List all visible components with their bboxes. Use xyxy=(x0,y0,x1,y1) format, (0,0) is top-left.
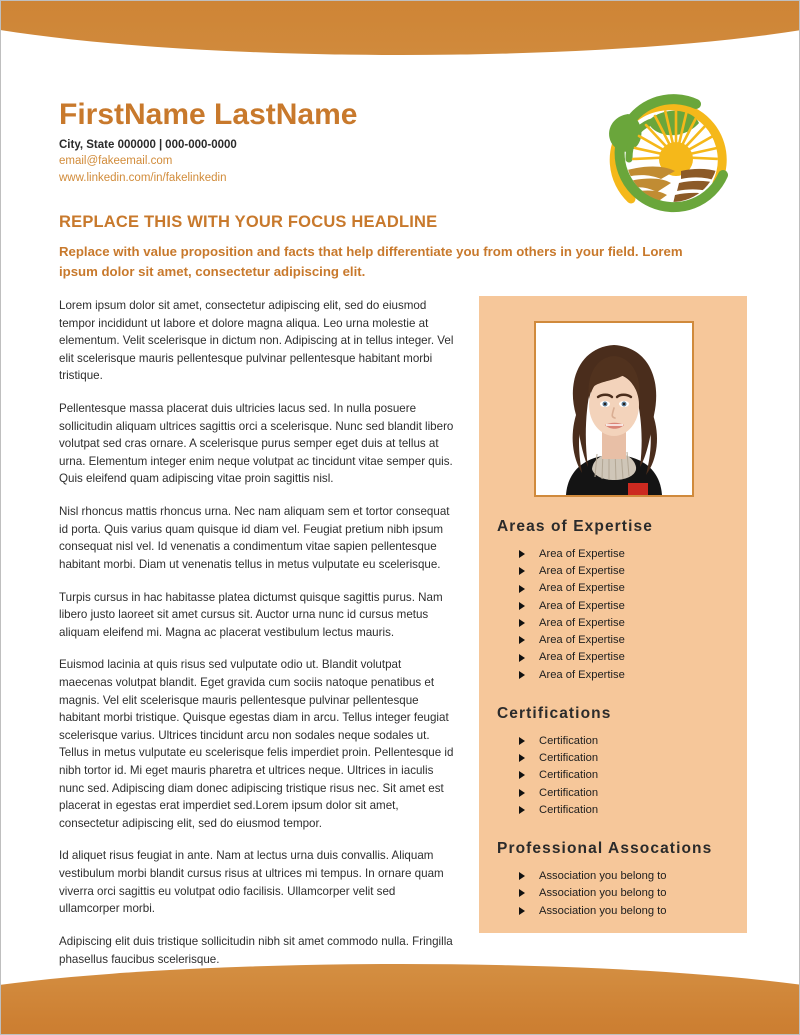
list-item-label: Certification xyxy=(539,803,599,816)
triangle-bullet-icon xyxy=(519,889,525,897)
list-item xyxy=(519,802,747,818)
list-item xyxy=(519,563,747,579)
list-item xyxy=(519,767,747,783)
list-item xyxy=(519,868,747,884)
list-item-label: Area of Expertise xyxy=(539,634,625,647)
triangle-bullet-icon xyxy=(519,771,525,779)
agriculture-logo-icon xyxy=(595,79,743,221)
list-item-label: Certification xyxy=(539,734,599,747)
body-paragraph: Pellentesque massa placerat duis ultricies lacus sed. In nulla posuere sollicitudin aliquam ultrices sagittis orci a scelerisque. Nunc sed blandit libero volutpat sed cras ornare. A scelerisque purus semper eget duis at tellus at urna. Elementum integer enim neque volutpat ac tincidunt vitae semper quis. Quis eleifend quam adipiscing vitae proin sagittis nisl. xyxy=(59,402,454,486)
triangle-bullet-icon xyxy=(519,737,525,745)
sidebar-sections xyxy=(479,518,747,941)
list-item-label: Association you belong to xyxy=(539,870,667,883)
list-item-label: Association you belong to xyxy=(539,904,667,917)
list-item-label: Area of Expertise xyxy=(539,668,625,681)
triangle-bullet-icon xyxy=(519,567,525,575)
list-item-label: Association you belong to xyxy=(539,887,667,900)
triangle-bullet-icon xyxy=(519,872,525,880)
focus-headline: REPLACE THIS WITH YOUR FOCUS HEADLINE xyxy=(59,213,438,231)
contact-linkedin-link[interactable]: www.linkedin.com/in/fakelinkedin xyxy=(59,172,227,185)
sidebar-panel xyxy=(479,296,747,933)
list-item xyxy=(519,903,747,919)
triangle-bullet-icon xyxy=(519,806,525,814)
triangle-bullet-icon xyxy=(519,754,525,762)
list-item-label: Certification xyxy=(539,752,599,765)
list-item xyxy=(519,615,747,631)
expertise-list xyxy=(479,546,747,683)
body-paragraph: Lorem ipsum dolor sit amet, consectetur adipiscing elit, sed do eiusmod tempor incididunt ut labore et dolore magna aliqua. Leo urna molestie at elementum. Velit scelerisque in dictum non. Adipiscing at in tellus integer. Vel elit scelerisque mauris pellentesque pulvinar pellentesque habitant morbi tristique. xyxy=(59,299,454,383)
body-paragraph: Adipiscing elit duis tristique sollicitudin nibh sit amet commodo nulla. Fringilla phasellus faucibus scelerisque. xyxy=(59,934,453,966)
candidate-name: FirstName LastName xyxy=(59,98,358,131)
headshot-photo xyxy=(534,321,694,497)
list-item xyxy=(519,632,747,648)
list-item-label: Area of Expertise xyxy=(539,616,625,629)
sidebar-section-certifications xyxy=(479,705,747,818)
associations-list xyxy=(479,868,747,919)
triangle-bullet-icon xyxy=(519,789,525,797)
list-item xyxy=(519,885,747,901)
body-paragraph: Euismod lacinia at quis risus sed vulputate odio ut. Blandit volutpat maecenas volutpat blandit. Eget gravida cum sociis natoque penatibus et magnis. Vel elit scelerisque mauris pellentesque pulvinar pellentesque habitant morbi tristique. Quisque egestas diam in arcu. Tellus integer feugiat scelerisque varius. Ultrices tincidunt arcu non sodales neque sodales ut. Tellus in metus vulputate eu scelerisque felis imperdiet proin. Pellentesque id nibh tortor id. Mi eget mauris pharetra et ultrices neque. Ultrices in iaculis nunc sed. Adipiscing diam donec adipiscing tristique risus nec. Sit amet est placerat in egestas erat imperdiet sed.Lorem ipsum dolor sit amet, consectetur adipiscing elit, sed do eiusmod tempor. xyxy=(59,658,454,830)
section-heading: Professional Assocations xyxy=(497,840,713,858)
contact-location: City, State 000000 xyxy=(59,138,156,151)
list-item xyxy=(519,750,747,766)
contact-separator: | xyxy=(158,138,163,151)
contact-phone: 000-000-0000 xyxy=(165,138,237,151)
list-item xyxy=(519,580,747,596)
list-item-label: Area of Expertise xyxy=(539,582,625,595)
list-item-label: Area of Expertise xyxy=(539,565,625,578)
list-item xyxy=(519,598,747,614)
list-item-label: Certification xyxy=(539,786,599,799)
list-item-label: Certification xyxy=(539,769,599,782)
triangle-bullet-icon xyxy=(519,585,525,593)
body-paragraph: Id aliquet risus feugiat in ante. Nam at lectus urna duis convallis. Aliquam vestibulum morbi blandit cursus risus at ultrices mi tempus. In ornare quam viverra orci sagittis eu volutpat odio facilisis. Ullamcorper velit sed ullamcorper morbi. xyxy=(59,849,444,916)
list-item-label: Area of Expertise xyxy=(539,651,625,664)
list-item xyxy=(519,785,747,801)
value-proposition: Replace with value proposition and facts that help differentiate you from others in your field. Lorem ipsum dolor sit amet, consectetur adipiscing elit. xyxy=(59,244,683,279)
list-item xyxy=(519,667,747,683)
list-item xyxy=(519,733,747,749)
list-item-label: Area of Expertise xyxy=(539,599,625,612)
triangle-bullet-icon xyxy=(519,619,525,627)
triangle-bullet-icon xyxy=(519,654,525,662)
section-heading: Areas of Expertise xyxy=(497,518,653,535)
body-paragraph: Nisl rhoncus mattis rhoncus urna. Nec nam aliquam sem et tortor consequat id porta. Quis varius quam quisque id diam vel. Feugiat pretium nibh ipsum consequat nisl vel. Id venenatis a condimentum vitae sapien pellentesque habitant morbi. Diam ut venenatis tellus in metus vulputate eu scelerisque. xyxy=(59,505,450,571)
section-heading: Certifications xyxy=(497,704,612,722)
list-item xyxy=(519,649,747,665)
certifications-list xyxy=(479,733,747,818)
triangle-bullet-icon xyxy=(519,550,525,558)
page-content xyxy=(1,1,799,1034)
triangle-bullet-icon xyxy=(519,602,525,610)
contact-email-link[interactable]: email@fakeemail.com xyxy=(59,155,173,168)
body-text-column xyxy=(59,297,457,983)
triangle-bullet-icon xyxy=(519,636,525,644)
body-paragraph: Turpis cursus in hac habitasse platea dictumst quisque sagittis purus. Nam libero justo laoreet sit amet cursus sit. Auctor urna nunc id cursus metus aliquam eleifend mi. Magna ac placerat vestibulum lectus mauris. xyxy=(59,590,443,639)
triangle-bullet-icon xyxy=(519,907,525,915)
sidebar-section-expertise xyxy=(479,518,747,683)
triangle-bullet-icon xyxy=(519,671,525,679)
list-item xyxy=(519,546,747,562)
sidebar-section-associations xyxy=(479,840,747,919)
list-item-label: Area of Expertise xyxy=(539,548,625,560)
